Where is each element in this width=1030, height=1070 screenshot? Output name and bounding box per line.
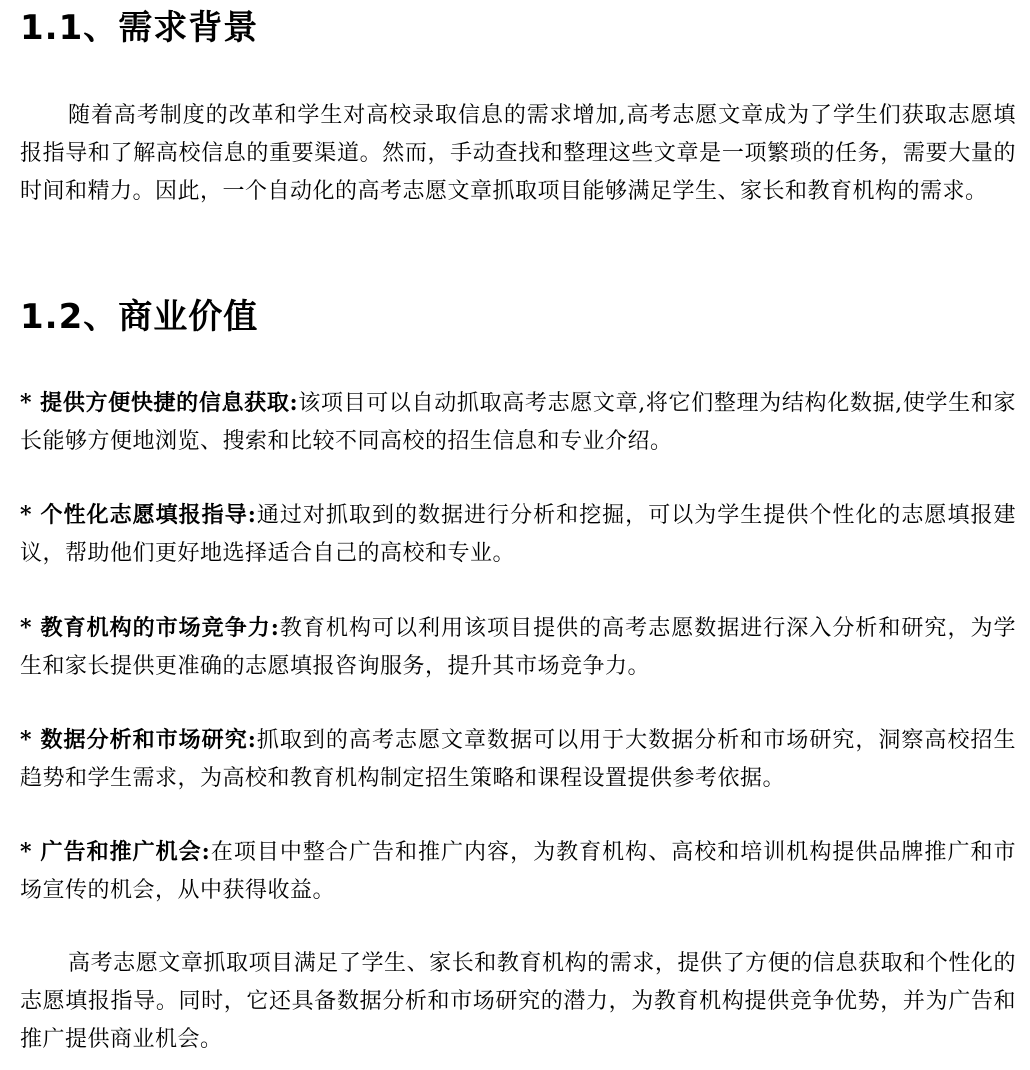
bullet-label: 教育机构的市场竞争力:	[40, 615, 280, 641]
bullet-item	[20, 833, 1016, 910]
bullet-label: 数据分析和市场研究:	[40, 727, 257, 753]
bullet-text: 教育机构可以利用该项目提供的高考志愿数据进行深入分析和研究，为学生和家长提供更准确的志愿填报咨询服务，提升其市场竞争力。	[20, 616, 1016, 679]
bullet-text: 该项目可以自动抓取高考志愿文章,将它们整理为结构化数据,使学生和家长能够方便地浏览、搜索和比较不同高校的招生信息和专业介绍。	[20, 391, 1016, 454]
bullet-marker: *	[20, 502, 33, 528]
bullet-label: 提供方便快捷的信息获取:	[40, 390, 299, 416]
bullet-item	[20, 721, 1016, 798]
bullet-marker: *	[20, 727, 33, 753]
bullet-marker: *	[20, 839, 33, 865]
bullet-text: 在项目中整合广告和推广内容，为教育机构、高校和培训机构提供品牌推广和市场宣传的机会，从中获得收益。	[20, 840, 1016, 903]
bullet-text: 通过对抓取到的数据进行分析和挖掘，可以为学生提供个性化的志愿填报建议，帮助他们更好地选择适合自己的高校和专业。	[20, 503, 1016, 566]
conclusion-paragraph: 高考志愿文章抓取项目满足了学生、家长和教育机构的需求，提供了方便的信息获取和个性化的志愿填报指导。同时，它还具备数据分析和市场研究的潜力，为教育机构提供竞争优势，并为广告和推广提供商业机会。	[20, 951, 1016, 1052]
section-heading-demand-background: 1.1、需求背景	[20, 8, 259, 48]
bullet-label: 个性化志愿填报指导:	[40, 502, 257, 528]
section-heading-business-value: 1.2、商业价值	[20, 297, 259, 337]
bullet-label: 广告和推广机会:	[40, 839, 211, 865]
bullet-text: 抓取到的高考志愿文章数据可以用于大数据分析和市场研究，洞察高校招生趋势和学生需求，为高校和教育机构制定招生策略和课程设置提供参考依据。	[20, 728, 1016, 791]
bullet-item	[20, 609, 1016, 686]
bullet-marker: *	[20, 390, 33, 416]
bullet-marker: *	[20, 615, 33, 641]
bullet-item	[20, 496, 1016, 573]
demand-background-paragraph: 随着高考制度的改革和学生对高校录取信息的需求增加,高考志愿文章成为了学生们获取志愿填报指导和了解高校信息的重要渠道。然而，手动查找和整理这些文章是一项繁琐的任务，需要大量的时间和精力。因此，一个自动化的高考志愿文章抓取项目能够满足学生、家长和教育机构的需求。	[20, 103, 1016, 204]
bullet-item	[20, 384, 1016, 461]
